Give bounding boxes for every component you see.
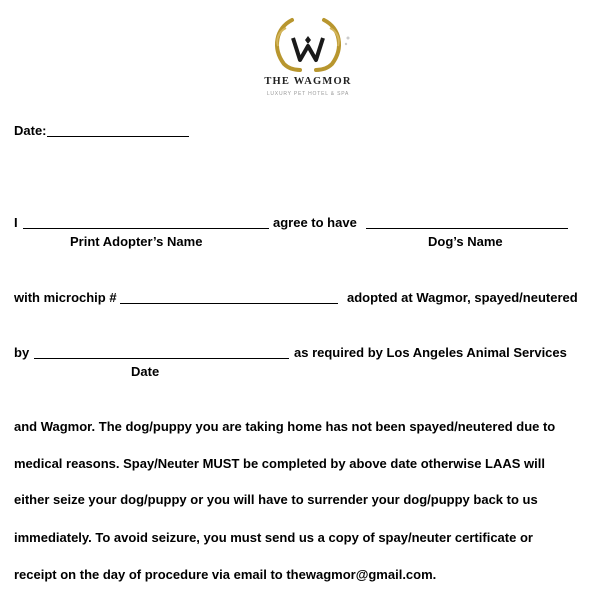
row3-suffix: as required by Los Angeles Animal Services: [294, 345, 567, 360]
paragraph-line: medical reasons. Spay/Neuter MUST be completed by above date otherwise LAAS will: [14, 456, 545, 471]
row2-suffix: adopted at Wagmor, spayed/neutered: [347, 290, 578, 305]
due-date-label: Date: [131, 364, 160, 379]
wagmor-logo: [256, 14, 360, 100]
row3-prefix: by: [14, 345, 30, 360]
due-date-field-line[interactable]: [34, 358, 289, 359]
adopter-name-label: Print Adopter’s Name: [70, 234, 203, 249]
date-label: Date:: [14, 123, 47, 138]
row1-middle: agree to have: [273, 215, 357, 230]
paragraph-line: immediately. To avoid seizure, you must send us a copy of spay/neuter certificate or: [14, 530, 533, 545]
paragraph-line: and Wagmor. The dog/puppy you are taking home has not been spayed/neutered due to: [14, 419, 556, 434]
laurel-w-crest-icon: [262, 14, 354, 76]
adopter-name-field-line[interactable]: [23, 228, 269, 229]
date-field-line[interactable]: [47, 136, 189, 137]
dog-name-field-line[interactable]: [366, 228, 568, 229]
logo-tagline: LUXURY PET HOTEL & SPA: [266, 91, 350, 97]
row1-prefix: I: [14, 215, 18, 230]
dog-name-label: Dog’s Name: [428, 234, 503, 249]
logo-name: THE WAGMOR: [264, 76, 352, 87]
paragraph-line: receipt on the day of procedure via email to thewagmor@gmail.com.: [14, 567, 437, 582]
microchip-field-line[interactable]: [120, 303, 338, 304]
paragraph-line: either seize your dog/puppy or you will have to surrender your dog/puppy back to us: [14, 492, 538, 507]
row2-prefix: with microchip #: [14, 290, 117, 305]
